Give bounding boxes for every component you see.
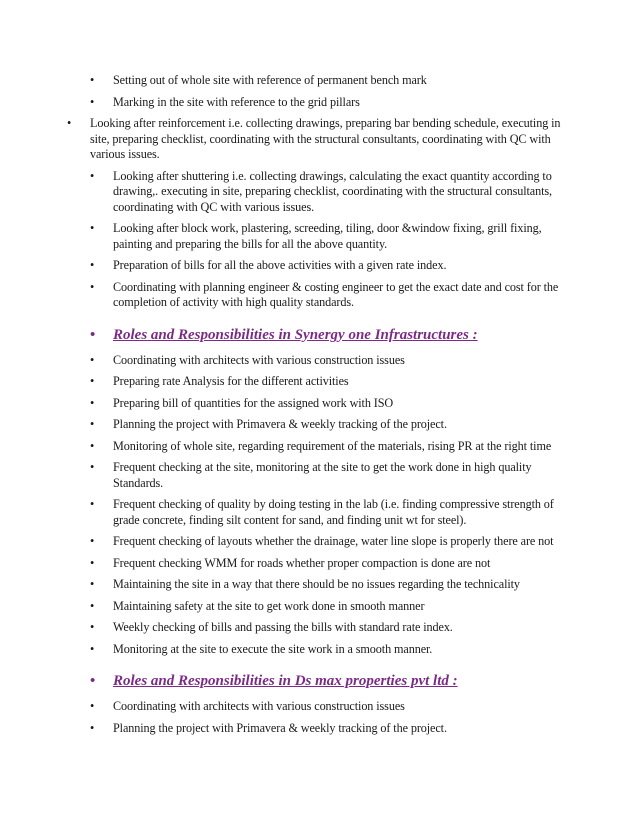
bullet: • [90, 460, 95, 474]
list-item [90, 556, 570, 572]
list-item-text: Preparing bill of quantities for the assigned work with ISO [113, 395, 394, 410]
bullet: • [90, 417, 95, 431]
bullet: • [90, 720, 95, 735]
list-item-text: Weekly checking of bills and passing the bills with standard rate index. [113, 620, 453, 634]
list-item-text: Maintaining safety at the site to get work done in smooth manner [113, 598, 425, 613]
bullet: • [67, 116, 72, 130]
list-item [90, 699, 570, 715]
list-item [90, 534, 570, 550]
section-heading-text: Roles and Responsibilities in Ds max properties pvt ltd : [113, 673, 458, 689]
list-item [90, 258, 570, 274]
list-item-text: Looking after block work, plastering, screeding, tiling, door &window fixing, grill fixing, painting and preparing the bills for all the above quantity. [113, 221, 542, 251]
list-item-text: Maintaining the site in a way that there should be no issues regarding the technicality [113, 577, 520, 591]
bullet: • [90, 438, 95, 453]
list-item [90, 280, 570, 311]
bullet: • [90, 221, 95, 235]
list-item-text: Frequent checking of quality by doing testing in the lab (i.e. finding compressive strength of grade concrete, finding silt content for sand, and finding unit wt for steel). [113, 497, 554, 527]
list-item-text: Coordinating with architects with various construction issues [113, 699, 405, 713]
list-item [90, 620, 570, 636]
list-item-text: Planning the project with Primavera & weekly tracking of the project. [113, 720, 447, 735]
list-item [90, 95, 570, 111]
list-item [90, 169, 570, 216]
list-item [90, 396, 570, 412]
list-item [90, 439, 570, 455]
bullet: • [90, 279, 95, 294]
list-item [90, 460, 570, 491]
bullet: • [90, 598, 95, 613]
bullet: • [90, 168, 95, 183]
list-item [90, 417, 570, 433]
list-item-text: Setting out of whole site with reference of permanent bench mark [113, 73, 427, 87]
list-item-text: Frequent checking at the site, monitoring at the site to get the work done in high quality Standards. [113, 460, 532, 490]
list-item [90, 721, 570, 737]
bullet: • [90, 73, 95, 87]
bullet: • [90, 641, 95, 656]
list-item [90, 221, 570, 252]
list-item-text: Coordinating with architects with various construction issues [113, 352, 405, 367]
bullet: • [90, 326, 96, 343]
section-heading-text: Roles and Responsibilities in Synergy one Infrastructures : [113, 326, 478, 343]
bullet: • [90, 374, 95, 388]
bullet: • [90, 258, 95, 272]
bullet: • [90, 534, 95, 548]
section-heading-synergy [90, 326, 570, 344]
list-item-text: Planning the project with Primavera & weekly tracking of the project. [113, 417, 447, 431]
bullet: • [90, 395, 95, 410]
list-item [90, 642, 570, 658]
section-heading-dsmax [90, 672, 570, 690]
list-item-text: Monitoring of whole site, regarding requirement of the materials, rising PR at the right time [113, 438, 552, 453]
list-item [90, 374, 570, 390]
list-item [67, 116, 570, 163]
list-item-text: Coordinating with planning engineer & costing engineer to get the exact date and cost for the completion of activity with high quality standards. [113, 279, 559, 309]
list-item-text: Frequent checking WMM for roads whether proper compaction is done are not [113, 555, 491, 570]
list-item-text: Looking after reinforcement i.e. collecting drawings, preparing bar bending schedule, executing in site, preparing checklist, coordinating with the structural consultants, coordinating with QC with various issues. [90, 116, 561, 161]
list-item-text: Preparing rate Analysis for the different activities [113, 374, 349, 388]
responsibilities-list [67, 73, 570, 742]
list-item-text: Monitoring at the site to execute the site work in a smooth manner. [113, 641, 433, 656]
list-item [90, 353, 570, 369]
bullet: • [90, 497, 95, 511]
bullet: • [90, 555, 95, 570]
list-item [90, 497, 570, 528]
list-item [90, 599, 570, 615]
list-item [90, 577, 570, 593]
list-item-text: Frequent checking of layouts whether the drainage, water line slope is properly there are not [113, 534, 554, 548]
bullet: • [90, 673, 96, 689]
bullet: • [90, 577, 95, 591]
list-item-text: Preparation of bills for all the above activities with a given rate index. [113, 258, 447, 272]
bullet: • [90, 699, 95, 713]
bullet: • [90, 94, 95, 109]
list-item [90, 73, 570, 89]
bullet: • [90, 352, 95, 367]
list-item-text: Marking in the site with reference to the grid pillars [113, 94, 360, 109]
bullet: • [90, 620, 95, 634]
list-item-text: Looking after shuttering i.e. collecting drawings, calculating the exact quantity according to drawing,. executing in site, preparing checklist, coordinating with the structural consultants, coordinating with QC with various issues. [113, 168, 552, 214]
